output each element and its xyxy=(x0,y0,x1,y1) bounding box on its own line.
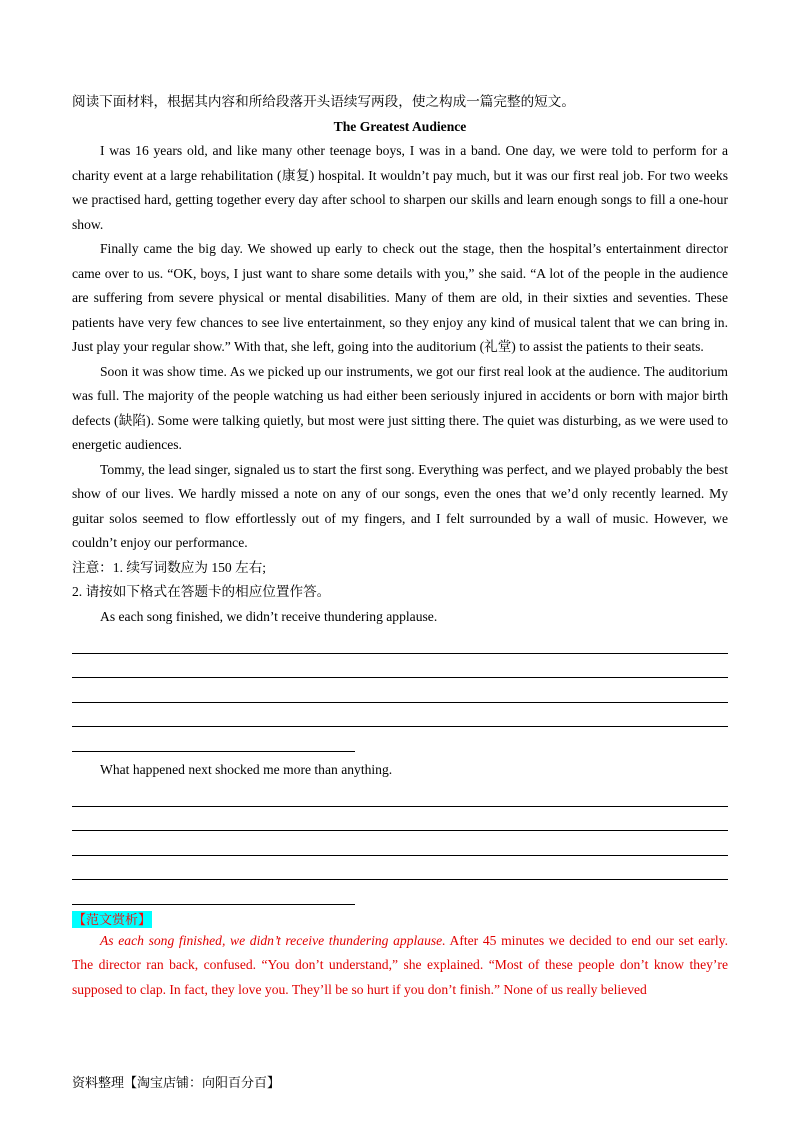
paragraph-3: Soon it was show time. As we picked up our instruments, we got our first real look at the audience. The auditorium was full. The majority of the people watching us had either been seriously injured in accidents or born with major birth defects (缺陷). Some were talking quietly, but most were just sitting there. The quiet was disturbing, as we were used to energetic audiences. xyxy=(72,363,728,452)
answer-line xyxy=(72,831,728,856)
answer-line xyxy=(72,856,728,881)
model-essay-body: After 45 minutes we decided to end our set early. The director ran back, confused. “You don’t understand,” she explained. “Most of these people don’t know they’re supposed to clap. In fact, they love you. They’ll be so hurt if you don’t finish.” None of us really believed xyxy=(72,932,728,997)
note-format: 2. 请按如下格式在答题卡的相应位置作答。 xyxy=(72,584,331,599)
continuation-starter-1: As each song finished, we didn’t receive thundering applause. xyxy=(100,608,438,624)
paragraph-2: Finally came the big day. We showed up early to check out the stage, then the hospital’s entertainment director came over to us. “OK, boys, I just want to share some details with you,” she said. “A lot of the people in the audience are suffering from severe physical or mental disabilities. Many of them are old, in their sixties and seventies. These patients have very few chances to see live entertainment, so they enjoy any kind of musical talent that we can bring in. Just play your regular show.” With that, she left, going into the auditorium (礼堂) to assist the patients to their seats. xyxy=(72,241,728,354)
paragraph-1: I was 16 years old, and like many other teenage boys, I was in a band. One day, we were told to perform for a charity event at a large rehabilitation (康复) hospital. It wouldn’t pay much, but it was our first real job. For two weeks we practised hard, getting together every day after school to sharpen our skills and learn enough songs to fill a one-hour show. xyxy=(72,143,728,232)
answer-line xyxy=(72,678,728,703)
answer-line xyxy=(72,629,728,654)
answer-lines-1 xyxy=(72,629,728,752)
task-instruction: 阅读下面材料，根据其内容和所给段落开头语续写两段，使之构成一篇完整的短文。 xyxy=(72,94,575,109)
answer-line xyxy=(72,782,728,807)
passage-title: The Greatest Audience xyxy=(333,118,467,134)
note-word-count: 注意：1. 续写词数应为 150 左右; xyxy=(72,559,267,575)
footer-note: 资料整理【淘宝店铺：向阳百分百】 xyxy=(72,1076,281,1091)
document-page xyxy=(72,90,728,1002)
answer-line xyxy=(72,807,728,832)
answer-line xyxy=(72,727,355,752)
model-essay-tag: 【范文赏析】 xyxy=(73,911,152,927)
answer-line xyxy=(72,880,355,905)
answer-line xyxy=(72,654,728,679)
model-essay-lead: As each song finished, we didn’t receive thundering applause. xyxy=(100,932,446,948)
continuation-starter-2: What happened next shocked me more than anything. xyxy=(100,761,393,777)
model-essay-paragraph xyxy=(72,929,728,1003)
paragraph-4: Tommy, the lead singer, signaled us to start the first song. Everything was perfect, and we played probably the best show of our lives. We hardly missed a note on any of our songs, even the ones that we’d only recently learned. My guitar solos seemed to flow effortlessly out of my fingers, and I felt surrounded by a wall of music. However, we couldn’t enjoy our performance. xyxy=(72,461,728,550)
answer-line xyxy=(72,703,728,728)
answer-lines-2 xyxy=(72,782,728,905)
